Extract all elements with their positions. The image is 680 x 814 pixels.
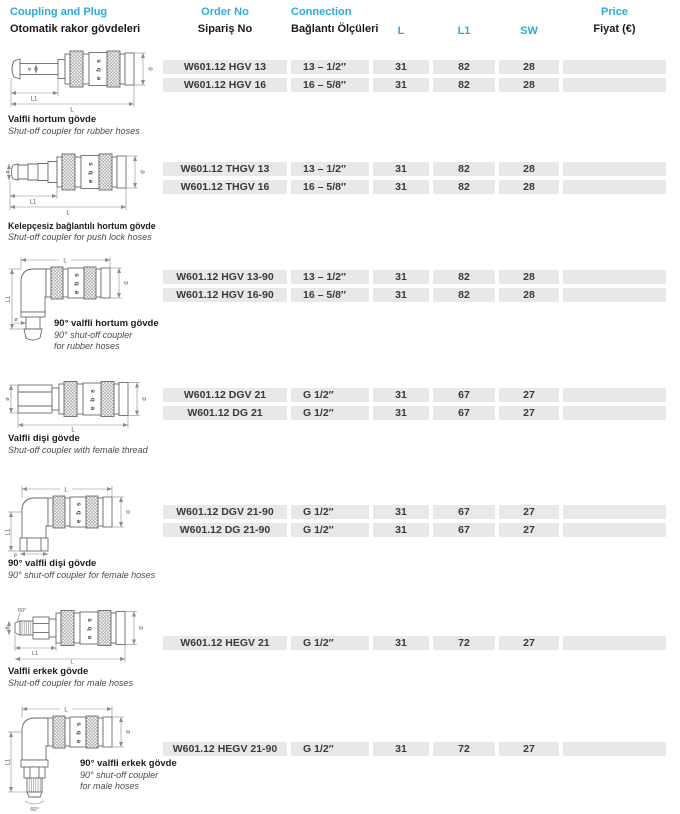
spec-table-group-7 [163, 742, 666, 756]
order-no-cell: W601.12 HEGV 21-90 [163, 742, 287, 756]
dim-label-l: L [70, 659, 74, 664]
l-cell: 31 [373, 270, 429, 284]
l-cell: 31 [373, 60, 429, 74]
price-cell [563, 742, 666, 756]
l-cell: 31 [373, 288, 429, 302]
column-header-l1: L1 [457, 25, 471, 37]
sw-cell: 28 [499, 78, 559, 92]
dim-label-d: d [126, 510, 132, 514]
connection-cell: 13 – 1/2″ [291, 162, 369, 176]
table-row [163, 270, 666, 284]
brand-label-ebs: e b s [86, 616, 94, 640]
caption-turkish: 90° valfli dişi gövde [8, 558, 97, 569]
column-header-sw: SW [520, 25, 538, 37]
order-no-cell: W601.12 DG 21-90 [163, 523, 287, 537]
connection-cell: 16 – 5/8″ [291, 180, 369, 194]
column-header-connection-tr: Bağlantı Ölçüleri [291, 23, 379, 35]
l-cell: 31 [373, 406, 429, 420]
brand-label-ebs: e b s [73, 271, 81, 295]
drawing-shut-off-coupler-push-lock [4, 146, 156, 216]
dim-label-l: L [71, 427, 75, 432]
dim-label-l: L [63, 258, 67, 265]
l-cell: 31 [373, 180, 429, 194]
connection-cell: 13 – 1/2″ [291, 60, 369, 74]
l1-cell: 82 [433, 162, 495, 176]
brand-label-ebs: e b s [75, 720, 83, 744]
sw-cell: 27 [499, 636, 559, 650]
dim-label-l1: L1 [29, 199, 37, 206]
caption-turkish: Valfli dişi gövde [8, 433, 80, 444]
order-no-cell: W601.12 DGV 21 [163, 388, 287, 402]
order-no-cell: W601.12 HGV 16-90 [163, 288, 287, 302]
price-cell [563, 523, 666, 537]
table-row [163, 180, 666, 194]
order-no-cell: W601.12 HGV 16 [163, 78, 287, 92]
dim-label-d: d [148, 67, 155, 71]
l-cell: 31 [373, 636, 429, 650]
price-cell [563, 505, 666, 519]
page-title-en: Coupling and Plug [10, 6, 108, 18]
price-cell [563, 162, 666, 176]
spec-table-group-4 [163, 388, 666, 420]
table-row [163, 406, 666, 420]
column-header-price-en: Price [601, 6, 628, 18]
dim-label-l: L [70, 107, 74, 113]
spec-table-group-3 [163, 270, 666, 302]
product-caption [8, 558, 155, 581]
dim-label-diameter: ø [27, 67, 33, 71]
spec-table-group-5 [163, 505, 666, 537]
dim-label-l1: L1 [31, 651, 39, 657]
order-no-cell: W601.12 DGV 21-90 [163, 505, 287, 519]
order-no-cell: W601.12 HGV 13 [163, 60, 287, 74]
product-caption [8, 220, 156, 243]
column-header-l: L [397, 25, 405, 37]
product-caption [8, 433, 148, 456]
l1-cell: 67 [433, 523, 495, 537]
dim-label-diameter: ø [14, 317, 18, 323]
price-cell [563, 270, 666, 284]
l-cell: 31 [373, 388, 429, 402]
column-header-order-no [163, 6, 287, 36]
l1-cell: 72 [433, 742, 495, 756]
dim-label-diameter: ø [5, 397, 11, 401]
table-row [163, 388, 666, 402]
dim-label-diameter: ø [4, 170, 11, 174]
caption-english: Shut-off coupler with female thread [8, 445, 148, 455]
caption-english: 90° shut-off coupler [80, 770, 159, 780]
sw-cell: 28 [499, 288, 559, 302]
sw-cell: 27 [499, 505, 559, 519]
dim-label-d: d [124, 281, 130, 285]
l1-cell: 82 [433, 78, 495, 92]
brand-label-ebs: e b s [89, 387, 97, 411]
order-no-cell: W601.12 HGV 13-90 [163, 270, 287, 284]
table-row [163, 162, 666, 176]
column-header-price [563, 6, 666, 36]
drawing-shut-off-coupler-female-thread [4, 372, 156, 432]
order-no-cell: W601.12 HEGV 21 [163, 636, 287, 650]
order-no-cell: W601.12 THGV 16 [163, 180, 287, 194]
l-cell: 31 [373, 742, 429, 756]
caption-turkish: 90° valfli hortum gövde [54, 318, 159, 329]
l-cell: 31 [373, 78, 429, 92]
sw-cell: 28 [499, 60, 559, 74]
caption-english: Shut-off coupler for rubber hoses [8, 126, 140, 136]
drawing-shut-off-coupler-rubber-hose [4, 42, 156, 113]
price-cell [563, 406, 666, 420]
sw-cell: 28 [499, 270, 559, 284]
dim-label-d: d [139, 626, 145, 630]
caption-turkish: Valfli hortum gövde [8, 114, 97, 125]
caption-turkish: Kelepçesiz bağlantılı hortum gövde [8, 221, 156, 231]
product-caption [8, 666, 133, 689]
dim-label-l1: L1 [5, 528, 12, 536]
price-cell [563, 60, 666, 74]
caption-english-2: for male hoses [80, 781, 140, 791]
sw-cell: 28 [499, 180, 559, 194]
page-title-tr: Otomatik rakor gövdeleri [10, 23, 141, 35]
caption-english: Shut-off coupler for push lock hoses [8, 232, 152, 242]
dim-label-l1: L1 [5, 758, 12, 766]
dim-label-l: L [64, 487, 68, 494]
sw-cell: 27 [499, 406, 559, 420]
table-row [163, 505, 666, 519]
table-row [163, 523, 666, 537]
connection-cell: G 1/2″ [291, 505, 369, 519]
table-row [163, 60, 666, 74]
dim-label-l1: L1 [30, 96, 38, 103]
order-no-cell: W601.12 THGV 13 [163, 162, 287, 176]
table-row [163, 78, 666, 92]
l1-cell: 82 [433, 270, 495, 284]
spec-table-group-6 [163, 636, 666, 650]
price-cell [563, 180, 666, 194]
column-header-order-no-tr: Sipariş No [197, 23, 253, 35]
column-header-order-no-en: Order No [201, 6, 249, 18]
l1-cell: 82 [433, 60, 495, 74]
brand-label-ebs: e b s [95, 57, 103, 81]
table-row [163, 742, 666, 756]
dim-label-d: d [142, 397, 148, 401]
dim-label-angle: 60° [30, 807, 39, 813]
sw-cell: 27 [499, 388, 559, 402]
brand-label-ebs: e b s [75, 500, 83, 524]
sw-cell: 27 [499, 523, 559, 537]
order-no-cell: W601.12 DG 21 [163, 406, 287, 420]
l-cell: 31 [373, 523, 429, 537]
price-cell [563, 388, 666, 402]
l1-cell: 67 [433, 406, 495, 420]
dim-label-d: d [126, 730, 132, 734]
caption-english: 90° shut-off coupler [54, 330, 133, 340]
column-header-connection-en: Connection [291, 6, 352, 18]
caption-english-2: for rubber hoses [54, 341, 120, 351]
dim-label-d: d [140, 170, 147, 174]
dim-label-diameter: ø [4, 626, 11, 630]
connection-cell: 16 – 5/8″ [291, 78, 369, 92]
connection-cell: G 1/2″ [291, 406, 369, 420]
connection-cell: G 1/2″ [291, 742, 369, 756]
l-cell: 31 [373, 505, 429, 519]
connection-cell: 16 – 5/8″ [291, 288, 369, 302]
price-cell [563, 636, 666, 650]
l1-cell: 82 [433, 288, 495, 302]
column-header-price-tr: Fiyat (€) [593, 23, 636, 35]
caption-turkish: Valfli erkek gövde [8, 666, 89, 677]
drawing-90deg-shut-off-coupler-female [4, 482, 156, 558]
dim-label-l1: L1 [6, 295, 12, 303]
caption-english: Shut-off coupler for male hoses [8, 678, 134, 688]
connection-cell: G 1/2″ [291, 636, 369, 650]
l-cell: 31 [373, 162, 429, 176]
spec-table-group-2 [163, 162, 666, 194]
dim-label-l: L [64, 707, 68, 714]
product-caption [80, 758, 177, 792]
brand-label-ebs: e b s [87, 160, 95, 184]
product-caption [8, 114, 140, 137]
l1-cell: 82 [433, 180, 495, 194]
connection-cell: G 1/2″ [291, 388, 369, 402]
dim-label-angle: 60° [18, 608, 27, 614]
caption-english: 90° shut-off coupler for female hoses [8, 570, 156, 580]
caption-turkish: 90° valfli erkek gövde [80, 758, 177, 769]
l1-cell: 72 [433, 636, 495, 650]
connection-cell: 13 – 1/2″ [291, 270, 369, 284]
spec-table-group-1 [163, 60, 666, 92]
dim-label-diameter: ø [13, 552, 17, 558]
product-caption [54, 318, 159, 352]
drawing-shut-off-coupler-male-thread [4, 602, 156, 664]
l1-cell: 67 [433, 388, 495, 402]
connection-cell: G 1/2″ [291, 523, 369, 537]
table-row [163, 636, 666, 650]
sw-cell: 27 [499, 742, 559, 756]
price-cell [563, 288, 666, 302]
price-cell [563, 78, 666, 92]
dim-label-l: L [66, 210, 70, 216]
l1-cell: 67 [433, 505, 495, 519]
table-row [163, 288, 666, 302]
sw-cell: 28 [499, 162, 559, 176]
